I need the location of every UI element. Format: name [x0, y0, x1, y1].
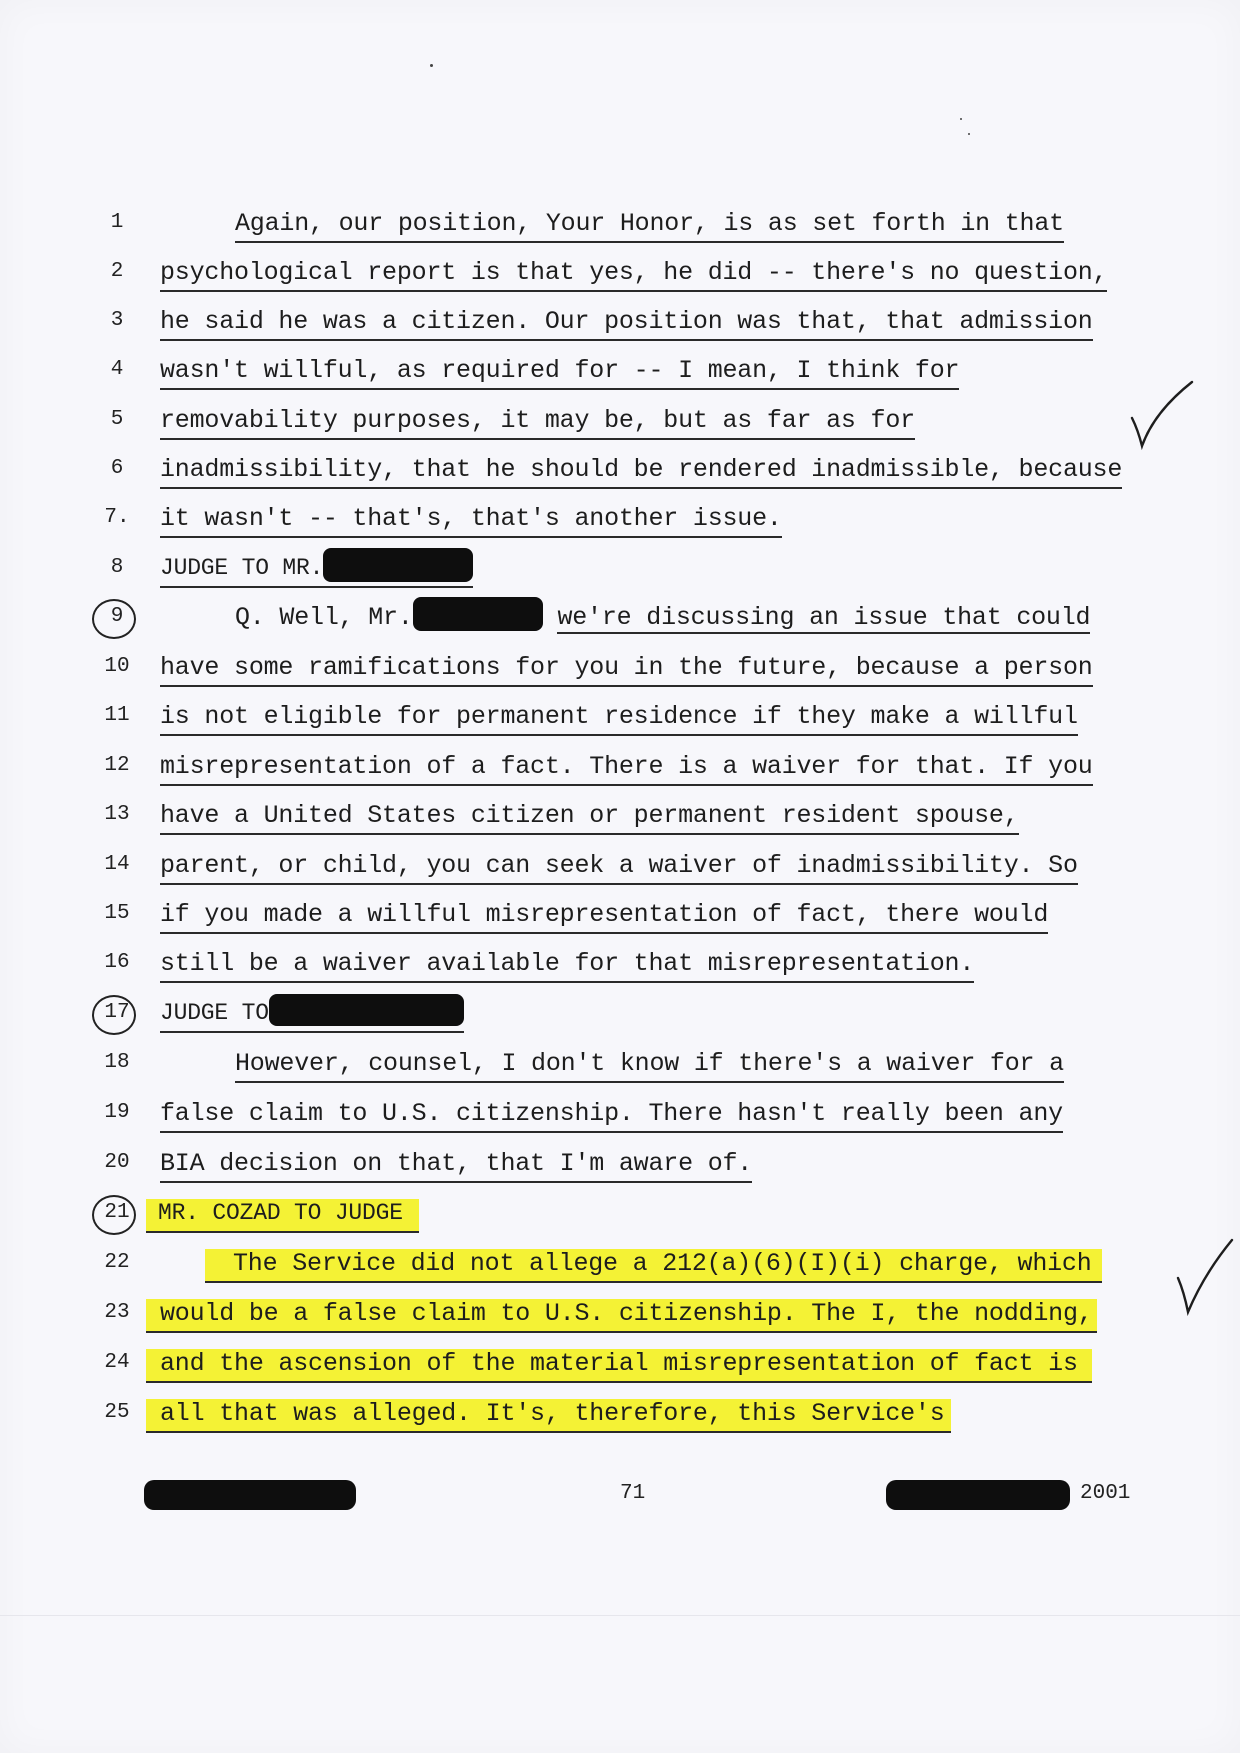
line-text: misrepresentation of a fact. There is a waiver for that. If you: [160, 752, 1093, 786]
line-text: BIA decision on that, that I'm aware of.: [160, 1149, 752, 1183]
line-number: 25: [104, 1401, 130, 1424]
line-text: inadmissibility, that he should be rendered inadmissible, because: [160, 455, 1122, 489]
line-text: is not eligible for permanent residence if they make a willful: [160, 702, 1078, 736]
line-number: 14: [104, 853, 130, 876]
transcript-line: [0, 350, 1240, 399]
line-number: 5: [110, 408, 124, 431]
line-text: The Service did not allege a 212(a)(6)(I)(i) charge, which: [205, 1249, 1102, 1283]
speaker-heading: [160, 554, 473, 588]
line-number: 23: [104, 1301, 130, 1324]
line-number: 6: [110, 457, 124, 480]
line-text: if you made a willful misrepresentation of fact, there would: [160, 900, 1048, 934]
line-number: 2: [110, 260, 124, 283]
line-text: false claim to U.S. citizenship. There hasn't really been any: [160, 1099, 1063, 1133]
transcript-line: [0, 993, 1240, 1042]
line-text: [235, 603, 1090, 635]
transcript-line: [0, 548, 1240, 597]
line-number: 17: [104, 1001, 130, 1024]
redaction-bar: [269, 994, 464, 1026]
transcript-line: [0, 252, 1240, 301]
transcript-line: [0, 894, 1240, 943]
line-number: 7.: [104, 506, 130, 529]
page-footer: [0, 1478, 1240, 1518]
line-text: JUDGE TO MR.: [160, 555, 324, 582]
line-text-after: we're discussing an issue that could: [557, 603, 1091, 632]
footer-year: 2001: [1080, 1482, 1131, 1505]
transcript-line: [0, 943, 1240, 992]
line-number: 11: [104, 704, 130, 727]
transcript-line: [0, 400, 1240, 449]
transcript-line: [0, 845, 1240, 894]
scan-speck: [960, 118, 962, 120]
line-number: 20: [104, 1151, 130, 1174]
redaction-bar: [413, 597, 543, 631]
line-text: all that was alleged. It's, therefore, this Service's: [146, 1399, 951, 1433]
transcript-line: [0, 795, 1240, 844]
transcript-line: [0, 1343, 1240, 1392]
line-text: JUDGE TO: [160, 1000, 269, 1026]
line-text: Again, our position, Your Honor, is as set forth in that: [235, 209, 1064, 243]
line-text: wasn't willful, as required for -- I mean, I think for: [160, 356, 959, 390]
line-text: have a United States citizen or permanent resident spouse,: [160, 801, 1019, 835]
line-number: 13: [104, 803, 130, 826]
line-number: 9: [110, 605, 124, 628]
redaction-bar: [323, 548, 473, 582]
transcript-line: [0, 647, 1240, 696]
line-text: removability purposes, it may be, but as far as for: [160, 406, 915, 440]
line-text: would be a false claim to U.S. citizenship. The I, the nodding,: [146, 1299, 1097, 1333]
transcript-line: [0, 696, 1240, 745]
line-number: 24: [104, 1351, 130, 1374]
transcript-line: [0, 597, 1240, 646]
transcript-line: [0, 1093, 1240, 1142]
line-text: However, counsel, I don't know if there's a waiver for a: [235, 1049, 1064, 1083]
line-number: 18: [104, 1051, 130, 1074]
transcript-line: [0, 1243, 1240, 1292]
transcript-line: [0, 203, 1240, 252]
line-text: parent, or child, you can seek a waiver of inadmissibility. So: [160, 851, 1078, 885]
line-number: 3: [110, 309, 124, 332]
line-text-before: Q. Well, Mr.: [235, 603, 413, 632]
line-number: 1: [110, 211, 124, 234]
line-number: 16: [104, 951, 130, 974]
scan-speck: [968, 133, 970, 135]
page-number: 71: [620, 1482, 646, 1505]
line-number: 8: [110, 556, 124, 579]
transcript-line: [0, 746, 1240, 795]
transcript-line: [0, 1143, 1240, 1192]
line-text: and the ascension of the material misrepresentation of fact is: [146, 1349, 1092, 1383]
page-edge: [0, 1615, 1240, 1616]
line-text: MR. COZAD TO JUDGE: [146, 1199, 419, 1233]
line-number: 12: [104, 754, 130, 777]
line-text: have some ramifications for you in the future, because a person: [160, 653, 1093, 687]
line-number: 22: [104, 1251, 130, 1274]
transcript-line: [0, 1293, 1240, 1342]
line-text: still be a waiver available for that misrepresentation.: [160, 949, 974, 983]
speaker-heading: [160, 999, 464, 1033]
line-text: it wasn't -- that's, that's another issue.: [160, 504, 782, 538]
line-number: 4: [110, 358, 124, 381]
line-text: psychological report is that yes, he did -- there's no question,: [160, 258, 1107, 292]
transcript-line: [0, 1393, 1240, 1442]
line-number: 15: [104, 902, 130, 925]
transcript-line: [0, 449, 1240, 498]
transcript-line: [0, 301, 1240, 350]
line-text: he said he was a citizen. Our position was that, that admission: [160, 307, 1093, 341]
transcript-line: [0, 498, 1240, 547]
line-number: 10: [104, 655, 130, 678]
transcript-line: [0, 1043, 1240, 1092]
line-number: 21: [104, 1201, 130, 1224]
check-mark-icon: [1174, 1234, 1240, 1316]
check-mark-icon: [1128, 378, 1198, 450]
scan-speck: [430, 64, 433, 67]
transcript-line: [0, 1193, 1240, 1242]
line-number: 19: [104, 1101, 130, 1124]
redaction-bar: [144, 1480, 356, 1510]
redaction-bar: [886, 1480, 1070, 1510]
